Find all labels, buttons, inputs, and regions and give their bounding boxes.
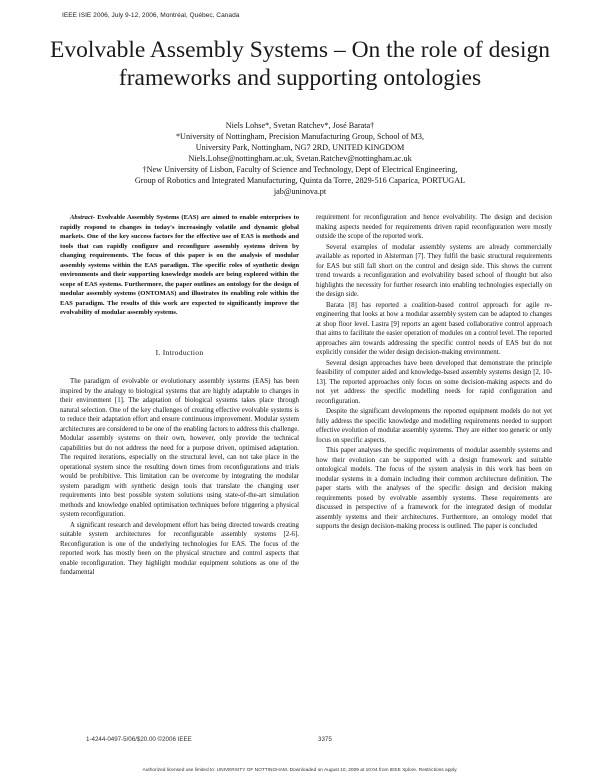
paragraph: A significant research and development effort has being directed towards creating suitable system architectures for reconfigurable assembly systems [2-6]. Reconfiguration is one of the underlying technologies for EAS. The focus of the reported work has mostly been on the physical structure and control aspects that enable reconfiguration. They highlight modular equipment solutions as one of the fundamental (60, 521, 299, 576)
page-number: 3375 (318, 736, 332, 743)
section-heading-introduction: I. Introduction (155, 347, 204, 357)
email-1: Niels.Lohse@nottingham.ac.uk, Svetan.Ratchev@nottingham.ac.uk (188, 154, 412, 163)
title-line-1: Evolvable Assembly Systems – On the role of design (50, 37, 550, 63)
author-block (0, 120, 600, 197)
affiliation-2: †New University of Lisbon, Faculty of Science and Technology, Dept of Electrical Engineering, (142, 165, 458, 174)
isbn-footer: 1-4244-0497-5/06/$20.00 ©2006 IEEE (86, 736, 192, 743)
paragraph: requirement for reconfiguration and hence evolvability. The design and decision making aspects needed for requirements driven rapid reconfiguration were mostly outside the scope of the reported work. (316, 214, 552, 240)
paragraph: The paradigm of evolvable or evolutionary assembly systems (EAS) has been inspired by the analogy to biological systems that are highly adaptable to changes in their environment [1]. The adaptation of biological systems takes place through natural selection. One of the key challenges of creating effective evolvable systems is to reduce their adaptation effort and ensure continuous improvement. Modular system architectures are considered to be one of the enabling factors to address this challenge. Modular assembly systems on their own, however, only provide the technical capabilities but do not address the need for a purpose driven, optimised adaptation. The required iterations, especially on the structural level, can not take place in the operational system since the resulting down times from reconfigurations and trials would be prohibitive. This limitation can be overcome by integrating the modular system paradigm with synthetic design tools that translate the changing user requirements into best possible system solutions using state-of-the-art simulation methods and knowledge enabled optimisation techniques before triggering a physical system reconfiguration. (60, 378, 299, 518)
paragraph: Barata [8] has reported a coalition-based control approach for agile re-engineering that looks at how a modular assembly system can be adapted to changes at shop floor level. Lastra [9] reports an agent based collaborative control approach that aims to facilitate the easier operation of modules on a control level. The reported approaches aim towards addressing the specific control needs of EAS but do not explicitly consider the wider design decision-making environment. (316, 301, 552, 356)
affiliation-1: *University of Nottingham, Precision Manufacturing Group, School of M3, (175, 132, 425, 141)
paragraph: Despite the significant developments the reported equipment models do not yet fully address the specific knowledge and modelling requirements needed to support effective evolution of modular assembly systems. They are either too generic or only focus on specific aspects. (316, 408, 552, 444)
affiliation-1-address: University Park, Nottingham, NG7 2RD, UNITED KINGDOM (195, 143, 405, 152)
title-line-2: frameworks and supporting ontologies (118, 65, 482, 91)
left-column (60, 213, 299, 578)
email-2: jab@uninova.pt (273, 187, 327, 196)
author-names: Niels Lohse*, Svetan Ratchev*, José Barata† (225, 121, 375, 130)
abstract-lead: Abstract- (70, 214, 95, 221)
abstract-text: Evolvable Assembly Systems (EAS) are aimed to enable enterprises to rapidly respond to changes in today's increasingly volatile and dynamic global markets. One of the key success factors for the effective use of EAS is methods and tools that can rapidly configure and reconfigure assembly systems driven by changing requirements. The focus of this paper is on the analysis of modular assembly systems within the EAS paradigm. The specific roles of synthetic design environments and their supporting knowledge models are being explored within the scope of EAS systems. Furthermore, the paper outlines an ontology for the design of modular assembly systems (ONTOMAS) and illustrates its enabling role within the EAS paradigm. The results of this work are expected to significantly improve the evolvability of modular assembly systems. (60, 214, 299, 316)
paragraph: Several examples of modular assembly systems are already commercially available as reported in Alsterman [7]. They fulfil the basic structural requirements for EAS but still fall short on the control and design side. This shows the current trend towards a reconfiguration and evolvability based school of thought but also highlights the necessity for further research into enabling technologies especially on the design side. (316, 243, 552, 298)
paper-title (0, 36, 600, 92)
paragraph: Several design approaches have been developed that demonstrate the principle feasibility of computer aided and knowledge-based assembly systems design [2, 10-13]. The reported approaches only focus on some decision-making aspects and do not yet address the specific modelling needs for rapid configuration and reconfiguration. (316, 359, 552, 405)
affiliation-2-address: Group of Robotics and Integrated Manufacturing, Quinta da Torre, 2829-516 Caparica, PORTUGAL (134, 176, 466, 185)
right-column (316, 213, 552, 532)
conference-header: IEEE ISIE 2006, July 9-12, 2006, Montréal, Québec, Canada (62, 12, 240, 19)
abstract (60, 213, 299, 318)
paragraph: This paper analyses the specific requirements of modular assembly systems and how their evolution can be supported with a design framework and suitable ontological models. The focus of the system analysis in this work has been on modular systems in a domain including their common architecture definition. The paper starts with the analyses of the specific design and decision making requirements posed by evolvable assembly systems. These requirements are discussed in perspective of a framework for the integrated design of modular assembly systems and their architectures. Furthermore, an ontology model that supports the design decision-making process is outlined. The paper is concluded (316, 447, 552, 530)
license-notice: Authorized licensed use limited to: UNIVERSITY OF NOTTINGHAM. Downloaded on August 10, 2009 at 10:04 from IEEE Xplore. Restrictions apply. (142, 768, 458, 773)
